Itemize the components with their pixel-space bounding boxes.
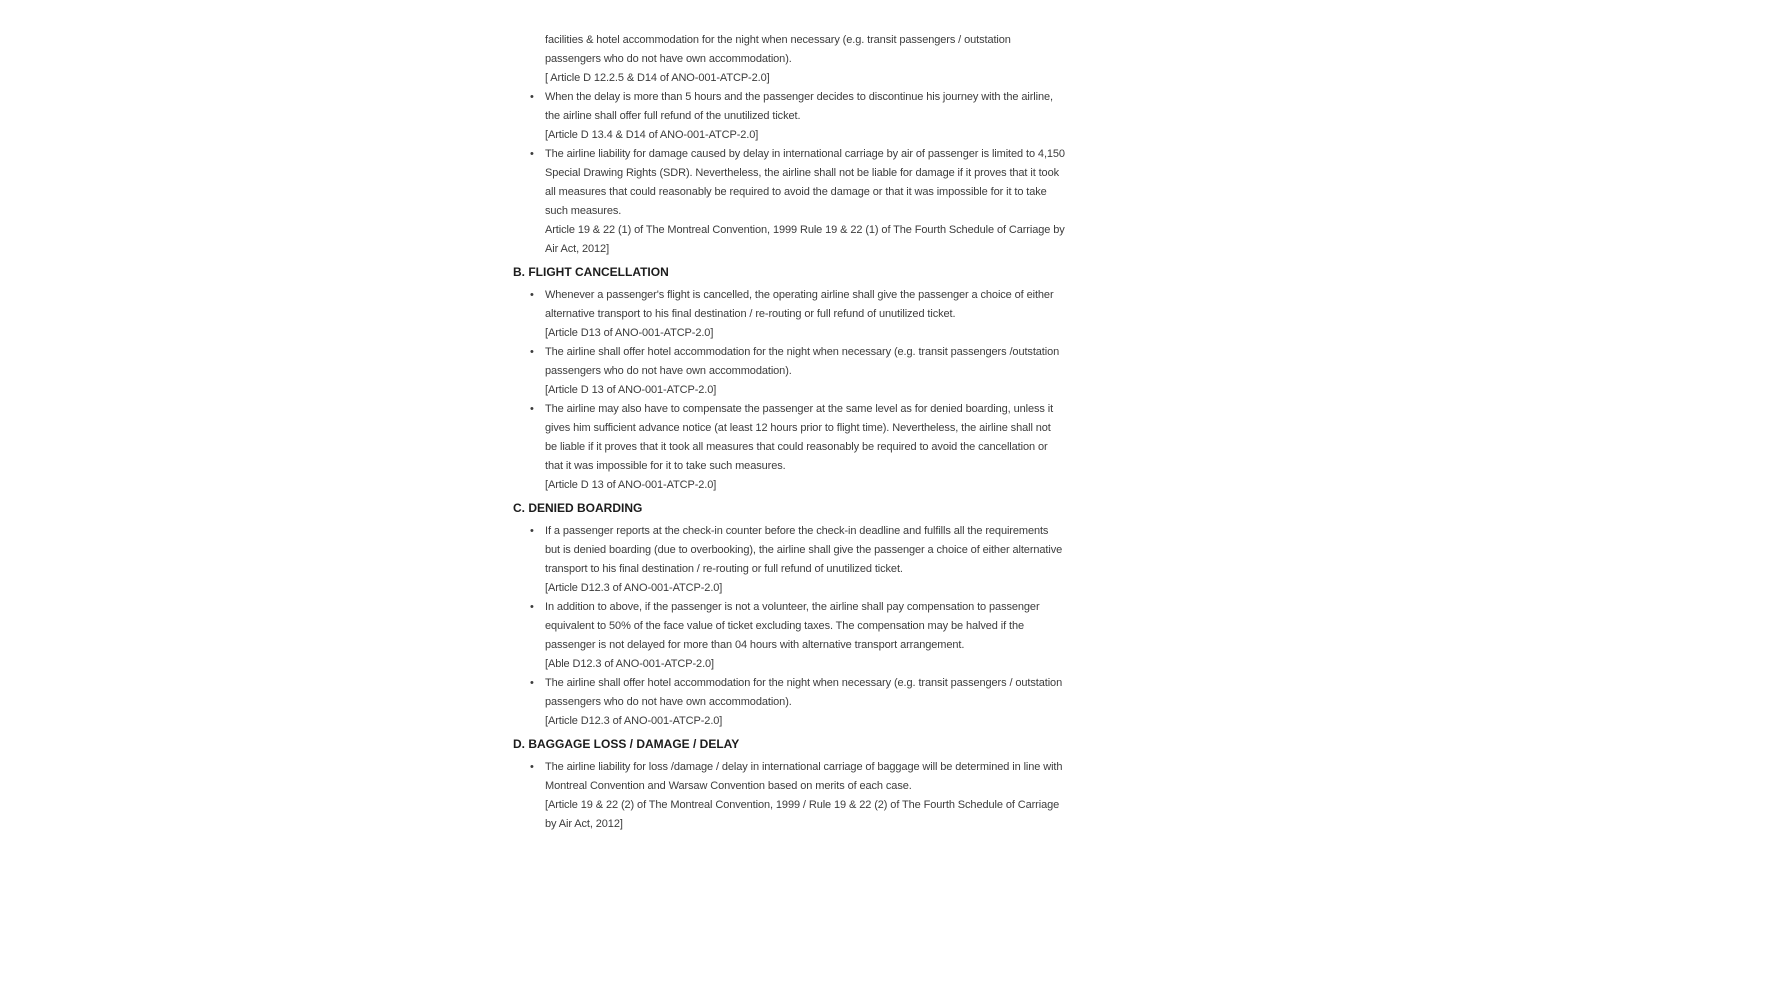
section-flight-cancellation	[513, 263, 1065, 495]
item-text: The airline shall offer hotel accommodation for the night when necessary (e.g. transit passengers /outstation passengers who do not have own accommodation).	[545, 346, 1060, 377]
list-item-body	[545, 758, 1065, 834]
item-text: When the delay is more than 5 hours and the passenger decides to discontinue his journey with the airline, the airline shall offer full refund of the unutilized ticket.	[545, 91, 1053, 122]
list-item	[513, 758, 1065, 834]
item-text: The airline shall offer hotel accommodation for the night when necessary (e.g. transit passengers / outstation passengers who do not have own accommodation).	[545, 677, 1063, 708]
list-item-body	[545, 343, 1065, 400]
list-item-body	[545, 674, 1065, 731]
list-item	[513, 145, 1065, 259]
section-heading: B. FLIGHT CANCELLATION	[513, 265, 669, 279]
bullet-icon: •	[530, 346, 534, 358]
section-heading: D. BAGGAGE LOSS / DAMAGE / DELAY	[513, 737, 740, 751]
bullet-icon: •	[530, 677, 534, 689]
list-item-body	[545, 522, 1065, 598]
item-reference: [ Article D 12.2.5 & D14 of ANO-001-ATCP-2.0]	[545, 72, 770, 84]
section-denied-boarding	[513, 499, 1065, 731]
document-body	[513, 31, 1065, 834]
bullet-icon: •	[530, 601, 534, 613]
item-reference: [Article 19 & 22 (2) of The Montreal Convention, 1999 / Rule 19 & 22 (2) of The Fourth Schedule of Carriage by Air Act, 2012]	[545, 799, 1060, 830]
list-item	[513, 343, 1065, 400]
list-item-body	[545, 400, 1065, 495]
list-item	[513, 31, 1065, 88]
item-text: In addition to above, if the passenger is not a volunteer, the airline shall pay compensation to passenger equivalent to 50% of the face value of ticket excluding taxes. The compensation may be halved if the passenger is not delayed for more than 04 hours with alternative transport arrangement.	[545, 601, 1040, 651]
list-item-body	[545, 145, 1065, 259]
item-text: The airline may also have to compensate the passenger at the same level as for denied boarding, unless it gives him sufficient advance notice (at least 12 hours prior to flight time). Nevertheless, the airline shall not be liable if it proves that it took all measures that could reasonably be required to avoid the cancellation or that it was impossible for it to take such measures.	[545, 403, 1054, 472]
list-item-body	[545, 31, 1065, 88]
item-reference: [Article D 13 of ANO-001-ATCP-2.0]	[545, 384, 717, 396]
bullet-icon: •	[530, 289, 534, 301]
section-baggage-loss-damage-delay	[513, 735, 1065, 834]
section-flight-delay	[513, 31, 1065, 259]
item-reference: [Article D12.3 of ANO-001-ATCP-2.0]	[545, 582, 723, 594]
item-reference: Article 19 & 22 (1) of The Montreal Convention, 1999 Rule 19 & 22 (1) of The Fourth Schedule of Carriage by Air Act, 2012]	[545, 224, 1065, 255]
bullet-icon: •	[530, 91, 534, 103]
item-text: The airline liability for damage caused by delay in international carriage by air of passenger is limited to 4,150 Special Drawing Rights (SDR). Nevertheless, the airline shall not be liable for damage if it proves that it took all measures that could reasonably be required to avoid the damage or that it was impossible for it to take such measures.	[545, 148, 1065, 217]
list-item-body	[545, 286, 1065, 343]
list-item-body	[545, 598, 1065, 674]
list-item	[513, 674, 1065, 731]
bullet-icon: •	[530, 403, 534, 415]
item-reference: [Article D12.3 of ANO-001-ATCP-2.0]	[545, 715, 723, 727]
item-reference: [Article D13 of ANO-001-ATCP-2.0]	[545, 327, 714, 339]
bullet-icon: •	[530, 761, 534, 773]
list-item	[513, 88, 1065, 145]
item-reference: [Able D12.3 of ANO-001-ATCP-2.0]	[545, 658, 715, 670]
list-item-body	[545, 88, 1065, 145]
list-item	[513, 400, 1065, 495]
item-reference: [Article D 13 of ANO-001-ATCP-2.0]	[545, 479, 717, 491]
bullet-icon: •	[530, 525, 534, 537]
list-item	[513, 522, 1065, 598]
item-reference: [Article D 13.4 & D14 of ANO-001-ATCP-2.0]	[545, 129, 759, 141]
item-text: If a passenger reports at the check-in counter before the check-in deadline and fulfills all the requirements but is denied boarding (due to overbooking), the airline shall give the passenger a choice of either alternative transport to his final destination / re-routing or full refund of unutilized ticket.	[545, 525, 1063, 575]
list-item	[513, 598, 1065, 674]
item-text: The airline liability for loss /damage / delay in international carriage of baggage will be determined in line with Montreal Convention and Warsaw Convention based on merits of each case.	[545, 761, 1063, 792]
list-item	[513, 286, 1065, 343]
section-heading: C. DENIED BOARDING	[513, 501, 643, 515]
bullet-icon: •	[530, 148, 534, 160]
item-text: facilities & hotel accommodation for the night when necessary (e.g. transit passengers / outstation passengers who do not have own accommodation).	[545, 34, 1011, 65]
item-text: Whenever a passenger's flight is cancelled, the operating airline shall give the passenger a choice of either alternative transport to his final destination / re-routing or full refund of unutilized ticket.	[545, 289, 1054, 320]
